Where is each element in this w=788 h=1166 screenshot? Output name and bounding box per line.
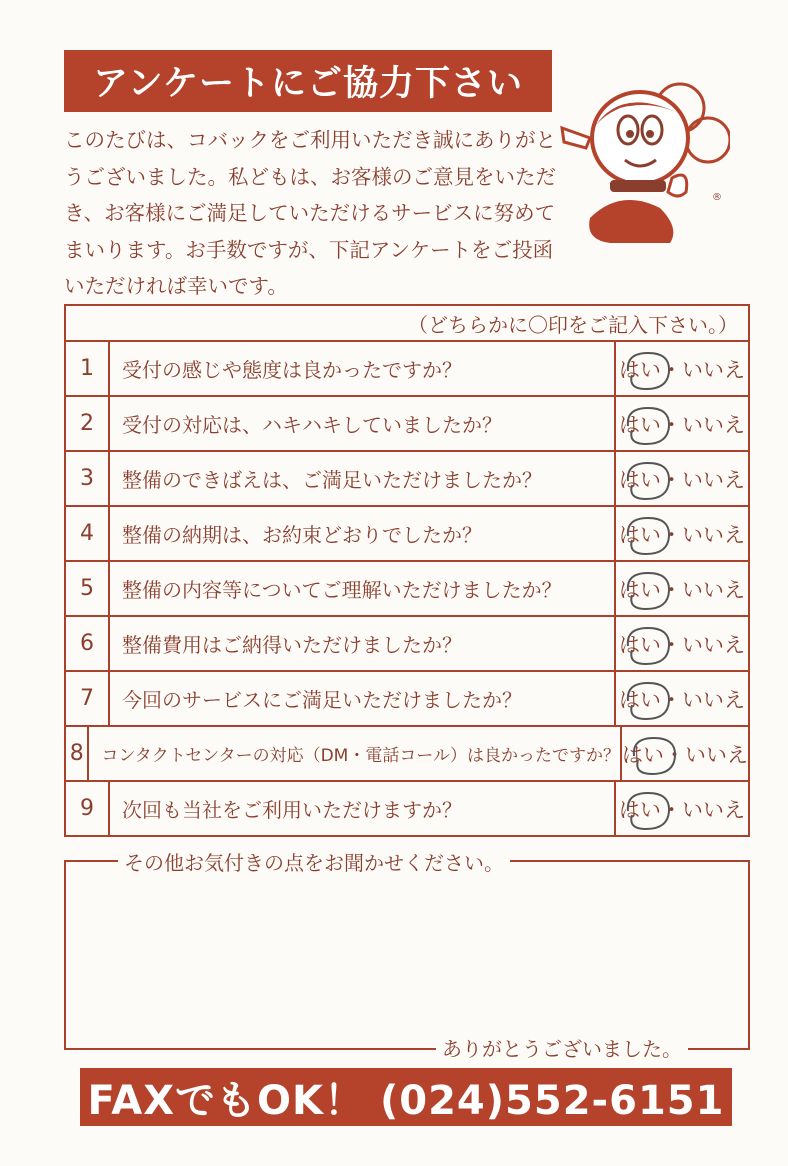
intro-text: このたびは、コバックをご利用いただき誠にありがとうございました。私どもは、お客様のご意見をいただき、お客様にご満足していただけるサービスに努めてまいります。お手数ですが、下記アンケートをご投函いただければ幸いです。 bbox=[64, 128, 556, 298]
answer-choice[interactable] bbox=[616, 397, 748, 450]
handwritten-circle-icon bbox=[628, 734, 680, 778]
question-text: 整備の納期は、お約束どおりでしたか？ bbox=[110, 507, 616, 560]
fax-text: FAXでもOK！ (024)552-6151 bbox=[87, 1077, 725, 1124]
handwritten-circle-icon bbox=[622, 459, 674, 503]
handwritten-circle-icon bbox=[622, 789, 674, 833]
answer-choice[interactable] bbox=[616, 617, 748, 670]
table-row bbox=[66, 782, 748, 835]
handwritten-circle-icon bbox=[622, 404, 674, 448]
comment-label: その他お気付きの点をお聞かせください。 bbox=[118, 847, 510, 876]
answer-choice[interactable] bbox=[616, 562, 748, 615]
fax-banner bbox=[80, 1068, 732, 1126]
handwritten-circle-icon bbox=[622, 679, 674, 723]
question-text: コンタクトセンターの対応（DM・電話コール）は良かったですか？ bbox=[89, 727, 622, 780]
comment-box[interactable] bbox=[64, 851, 750, 1061]
answer-choice[interactable] bbox=[622, 727, 748, 780]
handwritten-circle-icon bbox=[622, 569, 674, 613]
question-number: 8 bbox=[66, 727, 89, 780]
thanks-text: ありがとうございました。 bbox=[436, 1033, 688, 1062]
question-text: 整備の内容等についてご理解いただけましたか？ bbox=[110, 562, 616, 615]
answer-label: はい・いいえ bbox=[619, 797, 745, 822]
survey-hint: （どちらかに〇印をご記入下さい。） bbox=[66, 306, 748, 342]
answer-choice[interactable] bbox=[616, 672, 748, 725]
answer-choice[interactable] bbox=[616, 342, 748, 395]
survey-table bbox=[64, 304, 750, 837]
question-number: 4 bbox=[66, 507, 110, 560]
table-row bbox=[66, 452, 748, 507]
answer-label: はい・いいえ bbox=[619, 412, 745, 437]
table-row bbox=[66, 507, 748, 562]
question-text: 受付の感じや態度は良かったですか？ bbox=[110, 342, 616, 395]
table-row bbox=[66, 617, 748, 672]
answer-label: はい・いいえ bbox=[619, 632, 745, 657]
answer-choice[interactable] bbox=[616, 452, 748, 505]
handwritten-circle-icon bbox=[622, 514, 674, 558]
page-title bbox=[64, 50, 552, 112]
question-text: 今回のサービスにご満足いただけましたか？ bbox=[110, 672, 616, 725]
answer-label: はい・いいえ bbox=[619, 357, 745, 382]
title-text: アンケートにご協力下さい bbox=[93, 64, 523, 104]
question-number: 5 bbox=[66, 562, 110, 615]
table-row bbox=[66, 672, 748, 727]
question-number: 6 bbox=[66, 617, 110, 670]
answer-label: はい・いいえ bbox=[619, 522, 745, 547]
registered-mark: ® bbox=[712, 192, 722, 203]
mascot-icon bbox=[560, 68, 730, 248]
answer-label: はい・いいえ bbox=[622, 742, 748, 767]
question-text: 整備費用はご納得いただけましたか？ bbox=[110, 617, 616, 670]
answer-label: はい・いいえ bbox=[619, 687, 745, 712]
question-text: 整備のできばえは、ご満足いただけましたか？ bbox=[110, 452, 616, 505]
handwritten-circle-icon bbox=[622, 349, 674, 393]
question-number: 2 bbox=[66, 397, 110, 450]
question-text: 次回も当社をご利用いただけますか？ bbox=[110, 782, 616, 835]
table-row bbox=[66, 562, 748, 617]
answer-label: はい・いいえ bbox=[619, 467, 745, 492]
question-number: 3 bbox=[66, 452, 110, 505]
question-text: 受付の対応は、ハキハキしていましたか？ bbox=[110, 397, 616, 450]
answer-choice[interactable] bbox=[616, 782, 748, 835]
handwritten-circle-icon bbox=[622, 624, 674, 668]
answer-choice[interactable] bbox=[616, 507, 748, 560]
table-row bbox=[66, 342, 748, 397]
question-number: 7 bbox=[66, 672, 110, 725]
question-number: 1 bbox=[66, 342, 110, 395]
answer-label: はい・いいえ bbox=[619, 577, 745, 602]
question-number: 9 bbox=[66, 782, 110, 835]
table-row bbox=[66, 727, 748, 782]
table-row bbox=[66, 397, 748, 452]
